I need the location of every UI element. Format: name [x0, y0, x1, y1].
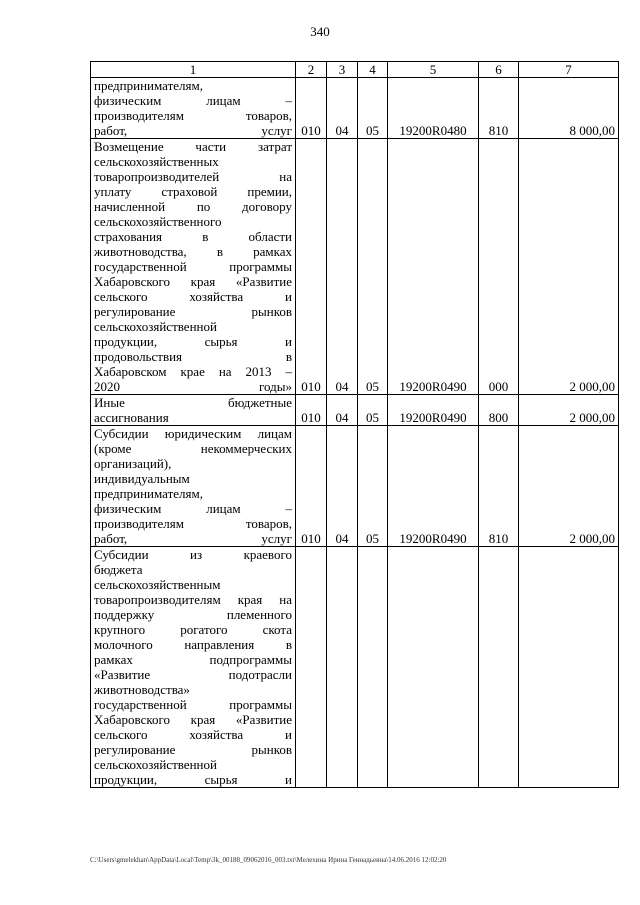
description-line: Хабаровского края «Развитие [94, 274, 292, 289]
description-line: Субсидии из краевого [94, 547, 292, 562]
table-row [91, 395, 619, 426]
description-line: работ, услуг [94, 123, 292, 138]
header-cell-3: 3 [327, 62, 358, 78]
code-subsection-cell: 05 [358, 78, 388, 139]
amount-cell: 2 000,00 [519, 395, 619, 426]
description-line: регулирование рынков [94, 304, 292, 319]
description-line: сельскохозяйственных [94, 154, 219, 169]
code-section-cell: 04 [327, 395, 358, 426]
description-line: Субсидии юридическим лицам [94, 426, 292, 441]
code-subsection-cell: 05 [358, 139, 388, 395]
code-target-article-cell: 19200R0490 [388, 139, 479, 395]
description-line: Хабаровском крае на 2013 – [94, 364, 292, 379]
description-line: уплату страховой премии, [94, 184, 292, 199]
code-expense-type-cell: 810 [479, 78, 519, 139]
header-cell-4: 4 [358, 62, 388, 78]
table-row [91, 78, 619, 139]
code-expense-type-cell: 000 [479, 139, 519, 395]
row-description [91, 139, 296, 395]
code-subsection-cell: 05 [358, 395, 388, 426]
amount-cell: 8 000,00 [519, 78, 619, 139]
header-cell-7: 7 [519, 62, 619, 78]
description-line: рамках подпрограммы [94, 652, 292, 667]
code-target-article-cell [388, 547, 479, 788]
description-line: бюджета [94, 562, 143, 577]
description-line: работ, услуг [94, 531, 292, 546]
description-line: физическим лицам – [94, 501, 292, 516]
header-cell-5: 5 [388, 62, 479, 78]
header-row [91, 62, 619, 78]
code-expense-type-cell [479, 547, 519, 788]
description-line: товаропроизводителям края на [94, 592, 292, 607]
page-number: 340 [310, 24, 330, 39]
code-admin-cell [296, 547, 327, 788]
description-line: сельского хозяйства и [94, 727, 292, 742]
code-target-article-cell: 19200R0480 [388, 78, 479, 139]
code-admin-cell: 010 [296, 78, 327, 139]
row-description [91, 547, 296, 788]
code-admin-cell: 010 [296, 395, 327, 426]
description-line: «Развитие подотрасли [94, 667, 292, 682]
description-line: молочного направления в [94, 637, 292, 652]
description-line: сельского хозяйства и [94, 289, 292, 304]
code-section-cell [327, 547, 358, 788]
description-line: предпринимателям, [94, 486, 203, 501]
header-cell-6: 6 [479, 62, 519, 78]
amount-cell [519, 547, 619, 788]
description-line: производителям товаров, [94, 516, 292, 531]
description-line: животноводства» [94, 682, 190, 697]
code-section-cell: 04 [327, 139, 358, 395]
code-section-cell: 04 [327, 78, 358, 139]
description-line: (кроме некоммерческих [94, 441, 292, 456]
code-admin-cell: 010 [296, 426, 327, 547]
description-line: животноводства, в рамках [94, 244, 292, 259]
description-line: продукции, сырья и [94, 772, 292, 787]
description-line: крупного рогатого скота [94, 622, 292, 637]
description-line: регулирование рынков [94, 742, 292, 757]
description-line: сельскохозяйственным [94, 577, 221, 592]
row-description [91, 78, 296, 139]
description-line: ассигнования [94, 410, 169, 425]
description-line: Возмещение части затрат [94, 139, 292, 154]
code-subsection-cell: 05 [358, 426, 388, 547]
footer-file-path: C:\Users\gmelekhan\AppData\Local\Temp\3k_00188_09062016_003.txt\Мелехина Ирина Геннадьевна\14.06.2016 12:02:20 [90, 856, 447, 864]
budget-table [90, 61, 619, 788]
header-cell-1: 1 [91, 62, 296, 78]
code-expense-type-cell: 810 [479, 426, 519, 547]
description-line: сельскохозяйственной [94, 319, 217, 334]
header-cell-2: 2 [296, 62, 327, 78]
description-line: Хабаровского края «Развитие [94, 712, 292, 727]
description-line: государственной программы [94, 697, 292, 712]
amount-cell: 2 000,00 [519, 426, 619, 547]
row-description [91, 395, 296, 426]
description-line: сельскохозяйственной [94, 757, 217, 772]
code-target-article-cell: 19200R0490 [388, 426, 479, 547]
description-line: индивидуальным [94, 471, 190, 486]
row-description [91, 426, 296, 547]
table-row [91, 547, 619, 788]
code-subsection-cell [358, 547, 388, 788]
description-line: поддержку племенного [94, 607, 292, 622]
code-admin-cell: 010 [296, 139, 327, 395]
description-line: организаций), [94, 456, 172, 471]
code-expense-type-cell: 800 [479, 395, 519, 426]
description-line: 2020 годы» [94, 379, 292, 394]
description-line: страхования в области [94, 229, 292, 244]
description-line: продовольствия в [94, 349, 292, 364]
description-line: продукции, сырья и [94, 334, 292, 349]
description-line: физическим лицам – [94, 93, 292, 108]
table-body [91, 78, 619, 788]
amount-cell: 2 000,00 [519, 139, 619, 395]
description-line: государственной программы [94, 259, 292, 274]
table-row [91, 139, 619, 395]
table-row [91, 426, 619, 547]
description-line: предпринимателям, [94, 78, 203, 93]
description-line: Иные бюджетные [94, 395, 292, 410]
code-section-cell: 04 [327, 426, 358, 547]
description-line: производителям товаров, [94, 108, 292, 123]
code-target-article-cell: 19200R0490 [388, 395, 479, 426]
description-line: сельскохозяйственного [94, 214, 222, 229]
description-line: начисленной по договору [94, 199, 292, 214]
description-line: товаропроизводителей на [94, 169, 292, 184]
